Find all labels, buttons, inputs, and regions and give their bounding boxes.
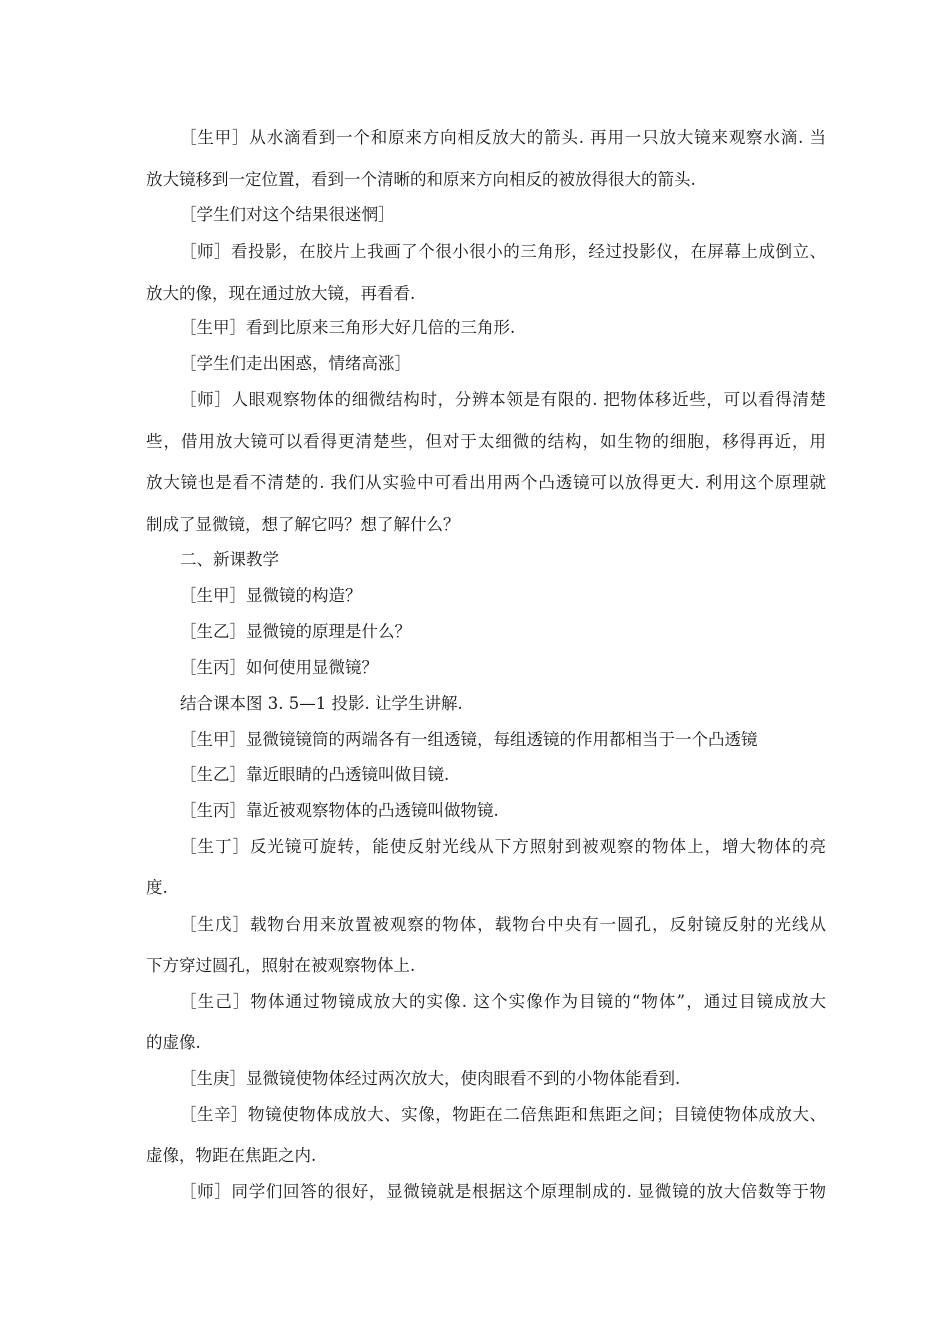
text-line: 虚像，物距在焦距之内.	[146, 1146, 317, 1165]
text-line: ［生丁］反光镜可旋转，能使反射光线从下方照射到被观察的物体上，增大物体的亮	[180, 837, 826, 856]
text-line: 些，借用放大镜可以看得更清楚些，但对于太细微的结构，如生物的细胞，移得再近，用	[146, 432, 826, 451]
text-line: 结合课本图 3. 5—1 投影. 让学生讲解.	[180, 694, 463, 713]
text-line: ［生戊］载物台用来放置被观察的物体，载物台中央有一圆孔，反射镜反射的光线从	[180, 915, 826, 934]
text-line: 放大的像，现在通过放大镜，再看看.	[146, 284, 416, 303]
text-line: 放大镜也是看不清楚的. 我们从实验中可看出用两个凸透镜可以放得更大. 利用这个原理就	[146, 473, 826, 492]
text-line: ［生丙］如何使用显微镜？	[180, 658, 378, 677]
text-line: 下方穿过圆孔，照射在被观察物体上.	[146, 956, 416, 975]
text-line: ［师］同学们回答的很好，显微镜就是根据这个原理制成的. 显微镜的放大倍数等于物	[180, 1182, 826, 1201]
text-line: ［生辛］物镜使物体成放大、实像，物距在二倍焦距和焦距之间；目镜使物体成放大、	[180, 1105, 826, 1124]
text-line: ［学生们走出困惑，情绪高涨］	[180, 354, 411, 373]
text-line: ［生甲］显微镜的构造？	[180, 586, 362, 605]
text-line: 的虚像.	[146, 1033, 201, 1052]
text-line: ［师］看投影，在胶片上我画了个很小很小的三角形，经过投影仪，在屏幕上成倒立、	[180, 242, 826, 261]
text-line: ［生庚］显微镜使物体经过两次放大，使肉眼看不到的小物体能看到.	[180, 1069, 681, 1088]
text-line: ［生乙］显微镜的原理是什么？	[180, 622, 411, 641]
section-heading: 二、新课教学	[180, 550, 279, 569]
text-line: ［生乙］靠近眼睛的凸透镜叫做目镜.	[180, 765, 450, 784]
text-line: ［生甲］看到比原来三角形大好几倍的三角形.	[180, 318, 516, 337]
text-line: ［生甲］从水滴看到一个和原来方向相反放大的箭头. 再用一只放大镜来观察水滴. 当	[180, 128, 826, 147]
text-line: 放大镜移到一定位置，看到一个清晰的和原来方向相反的被放得很大的箭头.	[146, 170, 696, 189]
text-line: ［生甲］显微镜镜筒的两端各有一组透镜，每组透镜的作用都相当于一个凸透镜	[180, 730, 758, 749]
text-line: 制成了显微镜，想了解它吗？想了解什么？	[146, 515, 460, 534]
text-line: 度.	[146, 878, 168, 897]
text-line: ［学生们对这个结果很迷惘］	[180, 205, 395, 224]
text-line: ［师］人眼观察物体的细微结构时，分辨本领是有限的. 把物体移近些，可以看得清楚	[180, 390, 826, 409]
text-line: ［生丙］靠近被观察物体的凸透镜叫做物镜.	[180, 801, 499, 820]
text-line: ［生己］物体通过物镜成放大的实像. 这个实像作为目镜的“物体”，通过目镜成放大	[180, 992, 826, 1011]
